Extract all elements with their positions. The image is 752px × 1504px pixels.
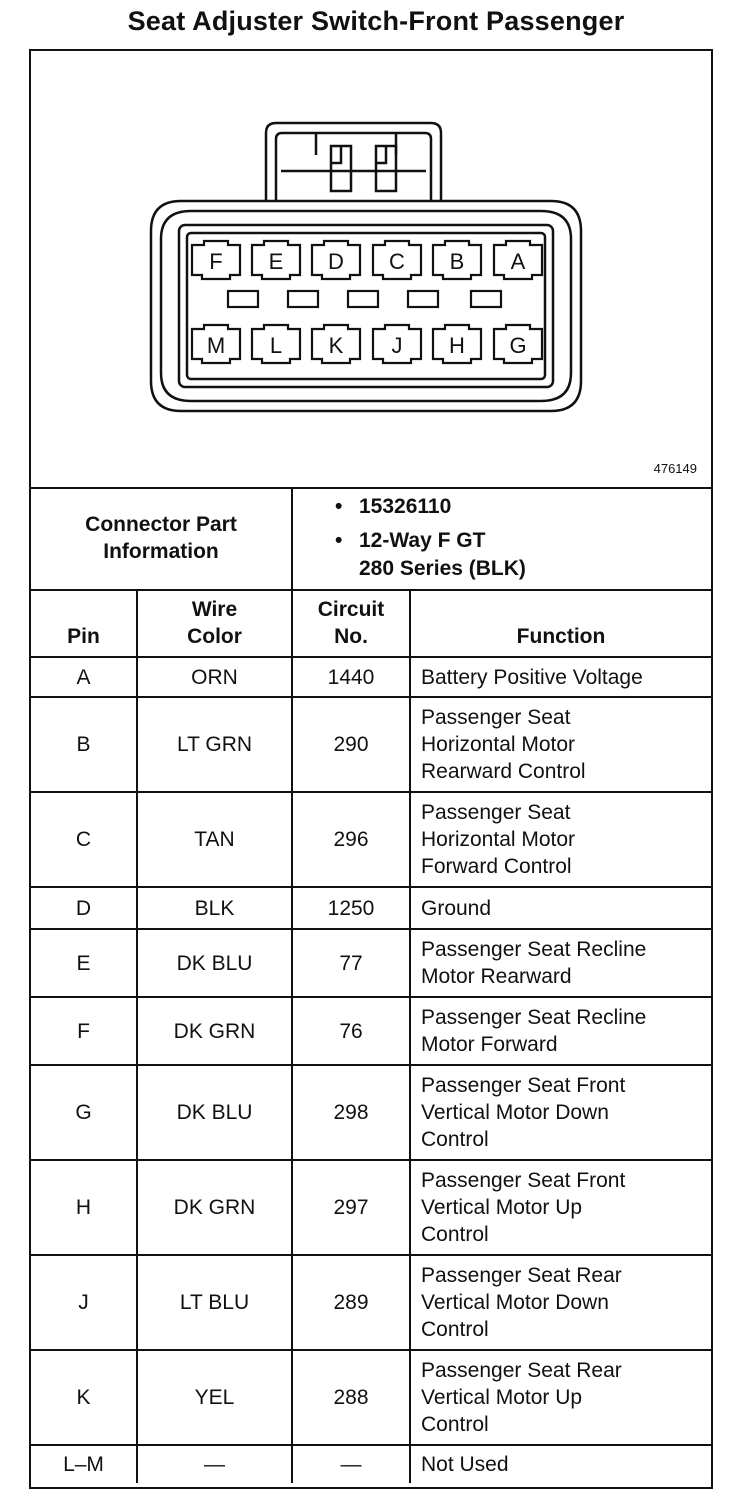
function-line: Horizontal Motor	[421, 733, 576, 756]
pin-cell: E	[31, 929, 137, 997]
pin-cell: A	[31, 657, 137, 697]
bullet: •	[335, 495, 343, 518]
function-line: Vertical Motor Up	[421, 1196, 583, 1219]
pin-label-C: C	[389, 249, 405, 274]
connector-part-info-label	[31, 487, 293, 589]
wire-color-cell: DK GRN	[137, 997, 292, 1065]
function-line: Vertical Motor Down	[421, 1101, 609, 1124]
table-row	[31, 1160, 711, 1255]
pin-label-K: K	[328, 333, 344, 358]
function-line: Horizontal Motor	[421, 828, 576, 851]
pin-label-L: L	[269, 333, 283, 358]
function-cell	[410, 697, 711, 792]
wire-color-cell: LT GRN	[137, 697, 292, 792]
connector-face-drawing	[31, 51, 711, 487]
pin-cell: C	[31, 792, 137, 887]
pin-label-J: J	[391, 333, 403, 358]
pin-cell: J	[31, 1255, 137, 1350]
function-line: Motor Forward	[421, 1033, 558, 1056]
header-pin: Pin	[31, 589, 137, 657]
function-line: Vertical Motor Down	[421, 1291, 609, 1314]
pin-label-E: E	[268, 249, 284, 274]
circuit-cell: 1440	[292, 657, 410, 697]
pin-label-A: A	[510, 249, 526, 274]
function-line: Passenger Seat	[421, 706, 571, 729]
function-line: Forward Control	[421, 855, 572, 878]
function-line: Control	[421, 1128, 489, 1151]
pin-label-G: G	[509, 333, 527, 358]
wire-color-cell: DK BLU	[137, 929, 292, 997]
table-row	[31, 697, 711, 792]
function-cell	[410, 657, 711, 697]
function-line: Passenger Seat Recline	[421, 1006, 647, 1029]
header-wire-color: Wire Color	[137, 589, 292, 657]
circuit-cell: 76	[292, 997, 410, 1065]
table-row	[31, 657, 711, 697]
function-cell	[410, 1160, 711, 1255]
table-row	[31, 929, 711, 997]
wire-color-cell: —	[137, 1445, 292, 1483]
wire-color-cell: LT BLU	[137, 1255, 292, 1350]
function-line: Passenger Seat Rear	[421, 1359, 622, 1382]
pin-label-M: M	[206, 333, 226, 358]
table-row	[31, 1065, 711, 1160]
circuit-cell: 290	[292, 697, 410, 792]
info-item-part-number	[331, 493, 526, 521]
wire-color-cell: DK BLU	[137, 1065, 292, 1160]
connector-type-line1: 12-Way F GT	[359, 529, 486, 552]
function-cell	[410, 1350, 711, 1445]
info-label-line1: Connector Part	[85, 513, 237, 536]
function-cell	[410, 929, 711, 997]
function-line: Not Used	[421, 1453, 509, 1476]
function-line: Passenger Seat Front	[421, 1074, 626, 1097]
pin-cell: K	[31, 1350, 137, 1445]
info-label-line2: Information	[103, 540, 219, 563]
function-line: Passenger Seat Front	[421, 1169, 626, 1192]
wire-color-cell: BLK	[137, 887, 292, 929]
function-cell	[410, 1255, 711, 1350]
part-number: 15326110	[359, 495, 452, 518]
pin-cell: B	[31, 697, 137, 792]
function-cell	[410, 887, 711, 929]
table-row	[31, 1350, 711, 1445]
table-header-row	[31, 589, 711, 657]
connector-type-line2: 280 Series (BLK)	[359, 557, 526, 580]
table-row	[31, 997, 711, 1065]
circuit-cell: 296	[292, 792, 410, 887]
header-function: Function	[410, 589, 711, 657]
figure-number: 476149	[653, 461, 697, 476]
page-title: Seat Adjuster Switch-Front Passenger	[127, 6, 625, 36]
connector-part-info	[31, 487, 711, 591]
pin-cell: D	[31, 887, 137, 929]
info-item-connector-type	[331, 527, 526, 583]
table-row	[31, 1445, 711, 1483]
function-line: Rearward Control	[421, 760, 586, 783]
pin-label-F: F	[209, 249, 223, 274]
pin-cell: H	[31, 1160, 137, 1255]
wire-color-cell: ORN	[137, 657, 292, 697]
function-cell	[410, 1065, 711, 1160]
function-line: Passenger Seat Recline	[421, 938, 647, 961]
function-line: Motor Rearward	[421, 965, 572, 988]
function-cell	[410, 997, 711, 1065]
function-line: Control	[421, 1318, 489, 1341]
function-cell	[410, 1445, 711, 1483]
circuit-cell: 297	[292, 1160, 410, 1255]
pin-label-H: H	[449, 333, 465, 358]
pin-label-B: B	[449, 249, 465, 274]
bullet: •	[335, 529, 343, 552]
connector-diagram	[31, 51, 711, 489]
circuit-cell: 77	[292, 929, 410, 997]
connector-part-info-list	[331, 493, 526, 583]
table-row	[31, 1255, 711, 1350]
function-line: Passenger Seat Rear	[421, 1264, 622, 1287]
circuit-cell: 288	[292, 1350, 410, 1445]
header-circuit-no: Circuit No.	[292, 589, 410, 657]
function-line: Control	[421, 1223, 489, 1246]
circuit-cell: —	[292, 1445, 410, 1483]
table-row	[31, 887, 711, 929]
pin-cell: L–M	[31, 1445, 137, 1483]
function-line: Battery Positive Voltage	[421, 665, 643, 689]
function-line: Ground	[421, 896, 492, 920]
circuit-cell: 289	[292, 1255, 410, 1350]
function-line: Passenger Seat	[421, 801, 571, 824]
circuit-cell: 1250	[292, 887, 410, 929]
wire-color-cell: TAN	[137, 792, 292, 887]
function-line: Control	[421, 1413, 489, 1436]
pin-cell: G	[31, 1065, 137, 1160]
pin-cell: F	[31, 997, 137, 1065]
wire-color-cell: YEL	[137, 1350, 292, 1445]
function-line: Vertical Motor Up	[421, 1386, 583, 1409]
connector-frame	[29, 49, 713, 1489]
pinout-table	[31, 589, 711, 1483]
wire-color-cell: DK GRN	[137, 1160, 292, 1255]
circuit-cell: 298	[292, 1065, 410, 1160]
function-cell	[410, 792, 711, 887]
table-row	[31, 792, 711, 887]
pin-label-D: D	[328, 249, 344, 274]
